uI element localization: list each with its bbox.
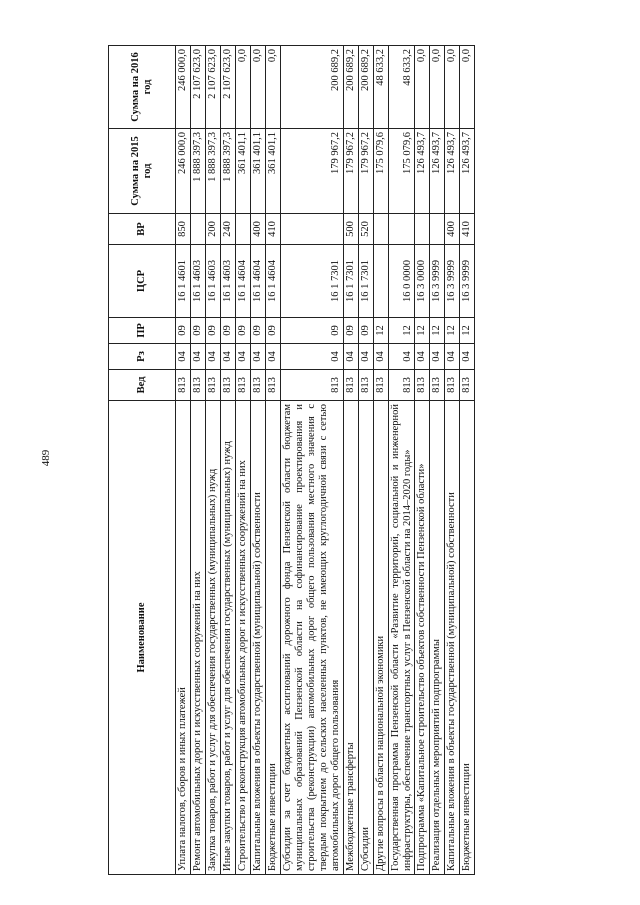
row-name: Иные закупки товаров, работ и услуг для обеспечения государственных (муниципальных) нужд: [220, 401, 235, 875]
row-name: Закупка товаров, работ и услуг для обеспечения государственных (муниципальных) нужд: [205, 401, 220, 875]
table-header: [109, 46, 176, 875]
row-ved: 813: [265, 370, 280, 401]
row-pr: 09: [220, 318, 235, 344]
table-row: [280, 46, 343, 875]
row-vr: [388, 214, 415, 245]
row-pr: 09: [235, 318, 250, 344]
row-rz: 04: [358, 344, 373, 370]
row-pr: 09: [250, 318, 265, 344]
row-ved: 813: [358, 370, 373, 401]
table-row: [415, 46, 430, 875]
row-sum-2015: 179 967,2: [358, 129, 373, 214]
row-rz: 04: [460, 344, 475, 370]
row-ved: 813: [280, 370, 343, 401]
table-body: [176, 46, 475, 875]
row-vr: 500: [343, 214, 358, 245]
header-sum-2016: Сумма на 2016 год: [109, 46, 176, 129]
row-vr: 520: [358, 214, 373, 245]
row-vr: 410: [460, 214, 475, 245]
row-vr: [430, 214, 445, 245]
row-csr: 16 1 4603: [220, 245, 235, 318]
row-pr: 12: [430, 318, 445, 344]
row-vr: [235, 214, 250, 245]
row-csr: 16 1 4603: [205, 245, 220, 318]
header-pr: ПР: [109, 318, 176, 344]
row-sum-2016: 200 689,2: [358, 46, 373, 129]
row-csr: 16 1 4603: [190, 245, 205, 318]
row-pr: 09: [205, 318, 220, 344]
row-ved: 813: [205, 370, 220, 401]
row-name: Государственная программа Пензенской области «Развитие территорий, социальной и инженерной инфраструктуры, обеспечение транспортных услуг в Пензенской области на 2014–2020 годы»: [388, 401, 415, 875]
table-row: [190, 46, 205, 875]
row-ved: 813: [220, 370, 235, 401]
row-rz: 04: [235, 344, 250, 370]
rotated-table-container: [108, 46, 542, 875]
row-csr: 16 1 4604: [235, 245, 250, 318]
table-row: [235, 46, 250, 875]
row-vr: [280, 214, 343, 245]
header-vr: ВР: [109, 214, 176, 245]
row-sum-2016: 48 633,2: [388, 46, 415, 129]
row-pr: 09: [280, 318, 343, 344]
row-pr: 09: [190, 318, 205, 344]
row-csr: 16 1 7301: [358, 245, 373, 318]
row-sum-2015: 1 888 397,3: [190, 129, 205, 214]
row-csr: 16 3 9999: [445, 245, 460, 318]
table-row: [388, 46, 415, 875]
row-ved: 813: [415, 370, 430, 401]
table-row: [176, 46, 191, 875]
row-csr: 16 3 9999: [460, 245, 475, 318]
row-csr: 16 1 4604: [265, 245, 280, 318]
row-pr: 12: [415, 318, 430, 344]
row-sum-2016: 0,0: [430, 46, 445, 129]
row-sum-2015: 175 079,6: [388, 129, 415, 214]
row-pr: 09: [265, 318, 280, 344]
row-sum-2015: 179 967,2: [280, 129, 343, 214]
row-name: Капитальные вложения в объекты государственной (муниципальной) собственности: [445, 401, 460, 875]
row-sum-2015: 179 967,2: [343, 129, 358, 214]
row-rz: 04: [445, 344, 460, 370]
row-name: Другие вопросы в области национальной экономики: [373, 401, 388, 875]
row-sum-2016: 0,0: [445, 46, 460, 129]
row-ved: 813: [235, 370, 250, 401]
row-name: Уплата налогов, сборов и иных платежей: [176, 401, 191, 875]
row-rz: 04: [176, 344, 191, 370]
row-name: Реализация отдельных мероприятий подпрограммы: [430, 401, 445, 875]
row-pr: 12: [445, 318, 460, 344]
header-name: Наименование: [109, 401, 176, 875]
row-ved: 813: [388, 370, 415, 401]
row-vr: [373, 214, 388, 245]
row-sum-2015: 246 000,0: [176, 129, 191, 214]
row-name: Ремонт автомобильных дорог и искусственных сооружений на них: [190, 401, 205, 875]
row-csr: 16 1 7301: [343, 245, 358, 318]
row-rz: 04: [415, 344, 430, 370]
row-ved: 813: [176, 370, 191, 401]
row-csr: 16 0 0000: [388, 245, 415, 318]
row-pr: 12: [373, 318, 388, 344]
row-sum-2015: 1 888 397,3: [220, 129, 235, 214]
header-sum-2015: Сумма на 2015 год: [109, 129, 176, 214]
row-vr: 400: [250, 214, 265, 245]
row-rz: 04: [343, 344, 358, 370]
row-ved: 813: [343, 370, 358, 401]
row-sum-2015: 126 493,7: [415, 129, 430, 214]
row-csr: 16 3 0000: [415, 245, 430, 318]
row-name: Субсидии за счет бюджетных ассигнований дорожного фонда Пензенской области бюджетам муниципальных образований Пензенской области на софинансирование проектирования и строительства (реконструкции) автомобильных дорог общего пользования местного значения с твердым покрытием до сельских населенных пунктов, не имеющих круглогодичной связи с сетью автомобильных дорог общего пользования: [280, 401, 343, 875]
row-sum-2016: 0,0: [415, 46, 430, 129]
row-sum-2016: 200 689,2: [280, 46, 343, 129]
row-pr: 09: [358, 318, 373, 344]
row-name: Межбюджетные трансферты: [343, 401, 358, 875]
table-row: [205, 46, 220, 875]
row-rz: 04: [205, 344, 220, 370]
row-sum-2015: 126 493,7: [430, 129, 445, 214]
row-ved: 813: [250, 370, 265, 401]
row-ved: 813: [190, 370, 205, 401]
row-sum-2016: 2 107 623,0: [220, 46, 235, 129]
row-csr: [373, 245, 388, 318]
header-ved: Вед: [109, 370, 176, 401]
row-vr: 850: [176, 214, 191, 245]
row-vr: 240: [220, 214, 235, 245]
table-row: [373, 46, 388, 875]
row-sum-2015: 361 401,1: [265, 129, 280, 214]
row-sum-2015: 361 401,1: [250, 129, 265, 214]
row-rz: 04: [250, 344, 265, 370]
row-csr: 16 3 9999: [430, 245, 445, 318]
row-sum-2016: 0,0: [265, 46, 280, 129]
row-vr: 400: [445, 214, 460, 245]
row-csr: 16 1 7301: [280, 245, 343, 318]
row-vr: [190, 214, 205, 245]
row-csr: 16 1 4601: [176, 245, 191, 318]
table-row: [460, 46, 475, 875]
row-rz: 04: [265, 344, 280, 370]
row-ved: 813: [460, 370, 475, 401]
row-rz: 04: [280, 344, 343, 370]
row-name: Бюджетные инвестиции: [265, 401, 280, 875]
table-row: [220, 46, 235, 875]
row-sum-2016: 48 633,2: [373, 46, 388, 129]
row-sum-2016: 2 107 623,0: [205, 46, 220, 129]
header-csr: ЦСР: [109, 245, 176, 318]
row-name: Капитальные вложения в объекты государственной (муниципальной) собственности: [250, 401, 265, 875]
table-row: [358, 46, 373, 875]
row-sum-2015: 361 401,1: [235, 129, 250, 214]
budget-table: [108, 45, 475, 875]
row-vr: [415, 214, 430, 245]
row-rz: 04: [190, 344, 205, 370]
table-row: [250, 46, 265, 875]
row-csr: 16 1 4604: [250, 245, 265, 318]
table-row: [265, 46, 280, 875]
row-name: Субсидии: [358, 401, 373, 875]
row-sum-2016: 246 000,0: [176, 46, 191, 129]
row-pr: 09: [176, 318, 191, 344]
row-ved: 813: [373, 370, 388, 401]
table-row: [343, 46, 358, 875]
row-sum-2015: 175 079,6: [373, 129, 388, 214]
row-pr: 12: [460, 318, 475, 344]
row-vr: 200: [205, 214, 220, 245]
row-sum-2016: 0,0: [235, 46, 250, 129]
row-sum-2015: 126 493,7: [460, 129, 475, 214]
row-sum-2015: 126 493,7: [445, 129, 460, 214]
row-rz: 04: [220, 344, 235, 370]
row-pr: 12: [388, 318, 415, 344]
page-number: 489: [40, 449, 52, 467]
header-rz: Рз: [109, 344, 176, 370]
row-sum-2016: 2 107 623,0: [190, 46, 205, 129]
row-ved: 813: [430, 370, 445, 401]
row-name: Строительство и реконструкция автомобильных дорог и искусственных сооружений на них: [235, 401, 250, 875]
row-rz: 04: [373, 344, 388, 370]
row-name: Подпрограмма «Капитальное строительство объектов собственности Пензенской области»: [415, 401, 430, 875]
row-rz: 04: [430, 344, 445, 370]
row-vr: 410: [265, 214, 280, 245]
header-row: [109, 46, 176, 875]
row-ved: 813: [445, 370, 460, 401]
row-sum-2015: 1 888 397,3: [205, 129, 220, 214]
row-pr: 09: [343, 318, 358, 344]
row-sum-2016: 0,0: [250, 46, 265, 129]
row-sum-2016: 0,0: [460, 46, 475, 129]
row-sum-2016: 200 689,2: [343, 46, 358, 129]
row-name: Бюджетные инвестиции: [460, 401, 475, 875]
row-rz: 04: [388, 344, 415, 370]
table-row: [445, 46, 460, 875]
table-row: [430, 46, 445, 875]
